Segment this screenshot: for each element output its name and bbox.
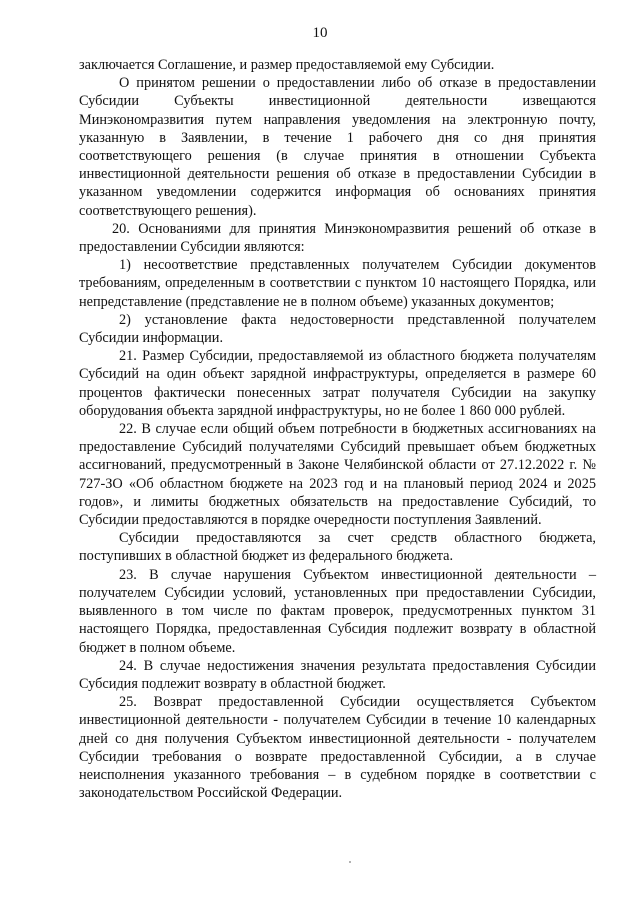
paragraph-21: 21. Размер Субсидии, предоставляемой из областного бюджета получателям Субсидий на один объект зарядной инфраструктуры, определяется в размере 60 процентов фактически понесенных затрат получателя Субсидии на закупку оборудования объекта зарядной инфраструктуры, но не более 1 860 000 рублей.: [79, 348, 596, 419]
document-body: [79, 56, 596, 802]
paragraph-22: 22. В случае если общий объем потребности в бюджетных ассигнованиях на предоставление Субсидий получателями Субсидий превышает объем бюджетных ассигнований, предусмотренный в Законе Челябинской области от 27.12.2022 г. № 727-ЗО «Об областном бюджете на 2023 год и на плановый период 2024 и 2025 годов», и лимиты бюджетных обязательств на предоставление Субсидий, то Субсидии предоставляются в порядке очередности поступления Заявлений.: [79, 421, 596, 529]
paragraph-decision-notice: О принятом решении о предоставлении либо об отказе в предоставлении Субсидии Субъекты инвестиционной деятельности извещаются Минэкономразвития путем направления уведомления на электронную почту, указанную в Заявлении, в течение 1 рабочего дня со дня принятия соответствующего решения (в случае принятия в отношении Субъекта инвестиционной деятельности решения об отказе в предоставлении Субсидии в указанном уведомлении содержится информация об основаниях принятия соответствующего решения).: [79, 75, 596, 219]
paragraph-20-item-2: 2) установление факта недостоверности представленной получателем Субсидии информации.: [79, 311, 596, 347]
paragraph-25: 25. Возврат предоставленной Субсидии осуществляется Субъектом инвестиционной деятельности - получателем Субсидии в течение 10 календарных дней со дня получения Субъектом инвестиционной деятельности - получателем Субсидии требования о возврате предоставленной Субсидии, а в случае неисполнения указанного требования – в судебном порядке в соответствии с законодательством Российской Федерации.: [79, 694, 596, 802]
paragraph-funding-source: Субсидии предоставляются за счет средств областного бюджета, поступивших в областной бюджет из федерального бюджета.: [79, 530, 596, 565]
paragraph-24: 24. В случае недостижения значения результата предоставления Субсидии Субсидия подлежит возврату в областной бюджет.: [79, 657, 596, 692]
scan-speck: [349, 861, 351, 863]
page-number: 10: [312, 25, 328, 41]
paragraph-20-item-1: 1) несоответствие представленных получателем Субсидии документов требованиям, определенным в соответствии с пунктом 10 настоящего Порядка, или непредставление (представление не в полном объеме) указанных документов;: [79, 257, 596, 310]
paragraph-23: 23. В случае нарушения Субъектом инвестиционной деятельности – получателем Субсидии условий, установленных при предоставлении Субсидии, выявленного в том числе по фактам проверок, предусмотренных пунктом 31 настоящего Порядка, предоставленная Субсидия подлежит возврату в областной бюджет в полном объеме.: [79, 566, 596, 656]
paragraph-continuation: заключается Соглашение, и размер предоставляемой ему Субсидии.: [79, 57, 495, 73]
paragraph-20: 20. Основаниями для принятия Минэкономразвития решений об отказе в предоставлении Субсидии являются:: [79, 220, 596, 256]
